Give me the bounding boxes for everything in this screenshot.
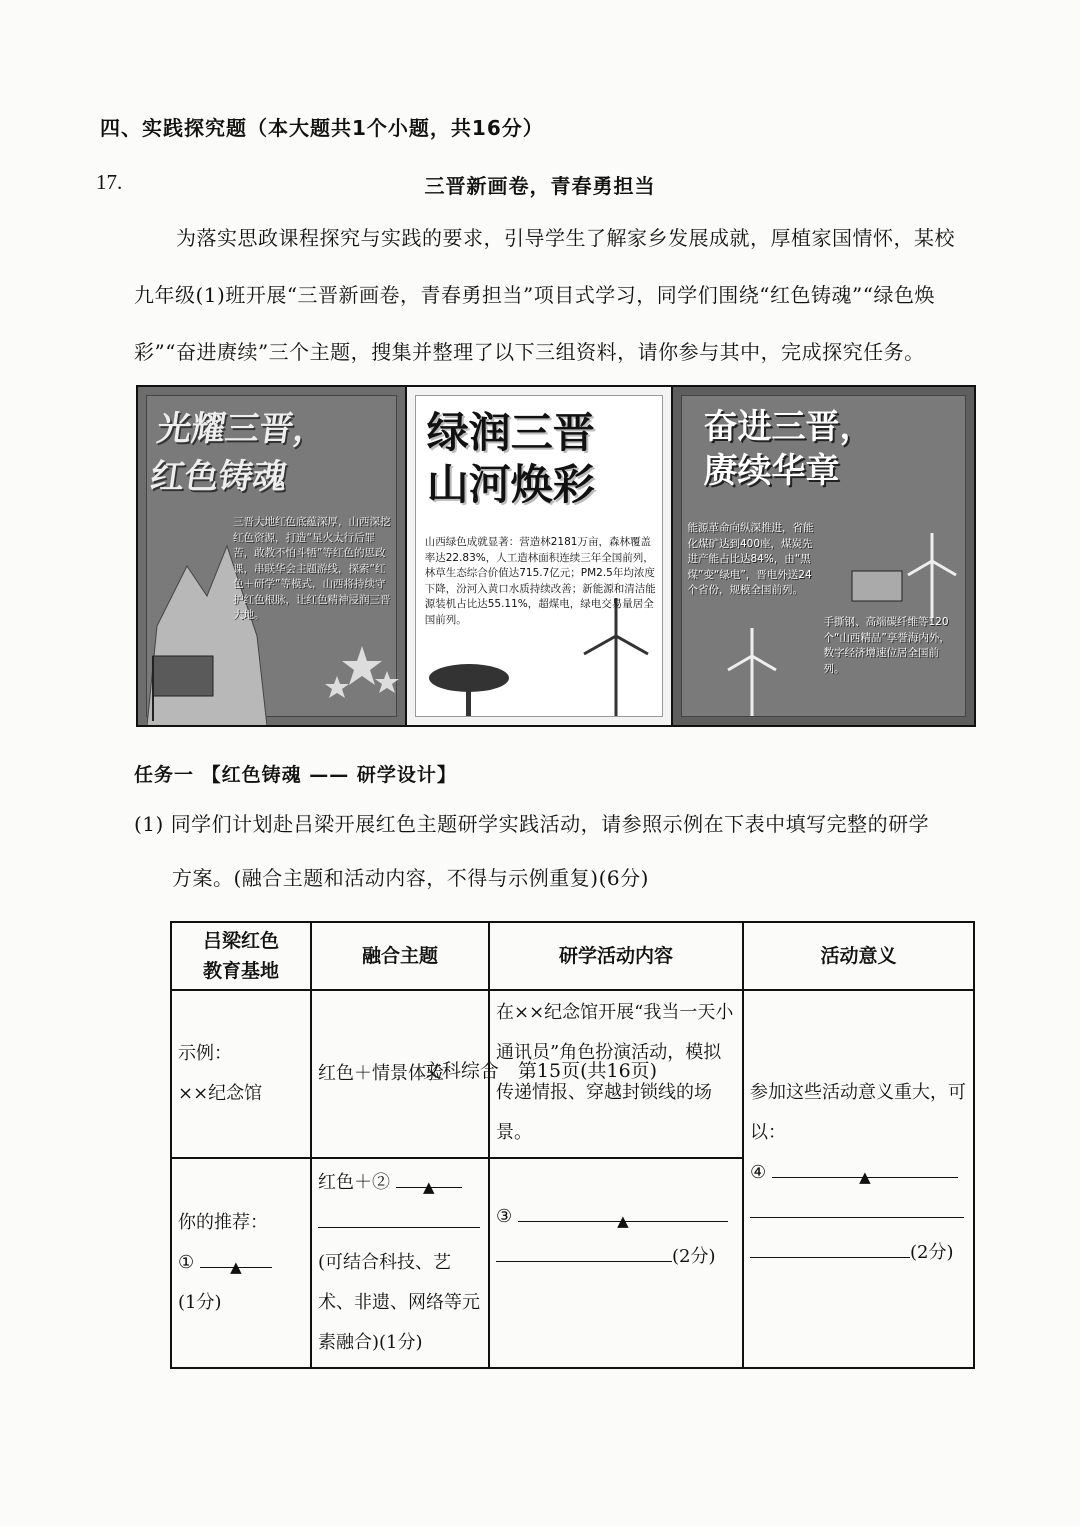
answer-blank-3-line2[interactable] xyxy=(496,1239,672,1262)
answer-blank-2-line2[interactable] xyxy=(318,1205,480,1228)
question-title: 三晋新画卷，青春勇担当 xyxy=(424,174,656,198)
answer-blank-4[interactable]: ▲ xyxy=(772,1155,958,1178)
intro-line: 彩”“奋进赓续”三个主题，搜集并整理了以下三组资料，请你参与其中，完成探究任务。 xyxy=(134,340,925,364)
table-header-row xyxy=(171,922,974,990)
task1-heading: 任务一 【红色铸魂 —— 研学设计】 xyxy=(134,764,457,786)
answer-blank-3[interactable]: ▲ xyxy=(518,1199,728,1222)
subquestion-line: (1) 同学们计划赴吕梁开展红色主题研学实践活动，请参照示例在下表中填写完整的研学 xyxy=(134,812,930,836)
column-header: 研学活动内容 xyxy=(489,922,743,990)
tree-icon xyxy=(424,656,514,716)
answer-blank-1[interactable]: ▲ xyxy=(200,1245,272,1268)
poster-title: 绿润三晋 山河焕彩 xyxy=(426,408,595,509)
poster-title: 光耀三晋， 红色铸魂 xyxy=(147,409,331,497)
subquestion-line: 方案。(融合主题和活动内容，不得与示例重复)(6分) xyxy=(172,866,649,890)
study-plan-table xyxy=(170,921,975,1369)
poster-text: 山西绿色成就显著：营造林2181万亩，森林覆盖率达22.83%，人工造林面积连续三年全国前列，林草生态综合价值达715.7亿元；PM2.5年均浓度下降，汾河入黄口水质持续改善；新能源和清洁能源装机占比达55.11%，超煤电，绿电交易量居全国前列。 xyxy=(424,536,656,626)
poster-red-soul xyxy=(138,387,407,725)
answer-blank-2[interactable]: ▲ xyxy=(396,1165,462,1188)
answer-blank-4-line2[interactable] xyxy=(750,1195,964,1218)
intro-paragraph xyxy=(134,210,974,381)
table-cell: 参加这些活动意义重大，可以： ④ ▲ (2分) xyxy=(743,990,974,1368)
intro-line: 为落实思政课程探究与实践的要求，引导学生了解家乡发展成就，厚植家国情怀，某校 xyxy=(176,226,955,250)
poster-title: 奋进三晋， 赓续华章 xyxy=(703,407,874,491)
wind-turbine-icon xyxy=(832,531,962,621)
column-header: 活动意义 xyxy=(743,922,974,990)
poster-strip xyxy=(136,385,976,727)
table-cell: 在××纪念馆开展“我当一天小通讯员”角色扮演活动，模拟传递情报、穿越封锁线的场景。 xyxy=(489,990,743,1158)
power-tower-icon xyxy=(702,626,802,716)
question-number: 17. xyxy=(96,170,123,194)
poster-progress xyxy=(673,387,974,725)
table-cell: 红色＋② ▲ (可结合科技、艺术、非遗、网络等元素融合)(1分) xyxy=(311,1158,489,1368)
table-cell: 你的推荐： ① ▲ (1分) xyxy=(171,1158,311,1368)
poster-text: 能源革命向纵深推进，省能化煤矿达到400座，煤炭先进产能占比达84%，由“黑煤”变“绿电”，晋电外送24个省份，规模全国前列。 xyxy=(687,522,814,596)
poster-text: 手撕钢、高端碳纤维等120个“山西精品”享誉海内外，数字经济增速位居全国前列。 xyxy=(823,616,950,675)
table-cell: 红色＋情景体验 xyxy=(311,990,489,1158)
poster-text: 三晋大地红色底蕴深厚，山西深挖红色资源，打造“星火太行后罪苦，敢教不怕斗牺”等红色的思政课，串联华会主题游线，探索“红色＋研学”等模式，山西将持续守护红色根脉，让红色精神浸润三晋大地。 xyxy=(233,516,391,621)
column-header: 融合主题 xyxy=(311,922,489,990)
section-heading: 四、实践探究题（本大题共1个小题，共16分） xyxy=(100,116,544,140)
poster-green xyxy=(407,387,674,725)
intro-line: 九年级(1)班开展“三晋新画卷，青春勇担当”项目式学习，同学们围绕“红色铸魂”“绿色焕 xyxy=(134,283,935,307)
column-header: 吕梁红色 教育基地 xyxy=(171,922,311,990)
answer-blank-4-line3[interactable] xyxy=(750,1235,910,1258)
table-cell: ③ ▲ (2分) xyxy=(489,1158,743,1368)
page-footer: 文科综合 第15页(共16页) xyxy=(422,1060,658,1082)
significance-intro: 参加这些活动意义重大，可以： xyxy=(750,1082,966,1143)
table-cell: 示例： ××纪念馆 xyxy=(171,990,311,1158)
stars-icon xyxy=(317,641,407,711)
